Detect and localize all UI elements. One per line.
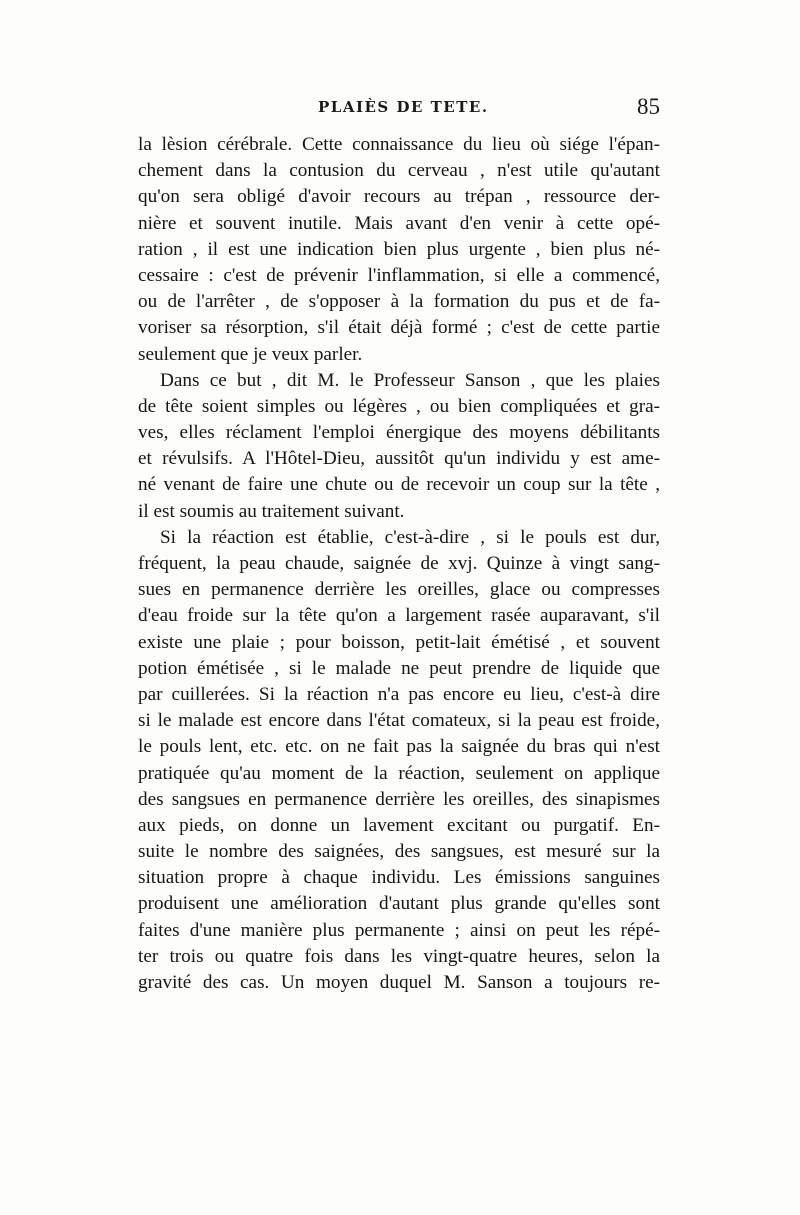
text-line: si le malade est encore dans l'état comateux, si la peau est froide, (138, 710, 660, 732)
text-line: il est soumis au traitement suivant. (138, 500, 405, 522)
text-line: Dans ce but , dit M. le Professeur Sanson , que les plaies (160, 369, 660, 391)
text-line: suite le nombre des saignées, des sangsues, est mesuré sur la (138, 841, 660, 863)
text-line: produisent une amélioration d'autant plus grande qu'elles sont (138, 893, 660, 915)
text-line: ration , il est une indication bien plus urgente , bien plus né- (138, 238, 660, 260)
page-header (138, 94, 660, 124)
text-line: par cuillerées. Si la réaction n'a pas encore eu lieu, c'est-à dire (138, 683, 660, 705)
text-line: ter trois ou quatre fois dans les vingt-quatre heures, selon la (138, 945, 660, 967)
text-line: d'eau froide sur la tête qu'on a largement rasée auparavant, s'il (138, 605, 660, 627)
text-line: et révulsifs. A l'Hôtel-Dieu, aussitôt qu'un individu y est ame- (138, 448, 660, 470)
text-line: existe une plaie ; pour boisson, petit-lait émétisé , et souvent (138, 631, 660, 653)
body-text (138, 132, 660, 996)
text-line: faites d'une manière plus permanente ; ainsi on peut les répé- (138, 919, 660, 941)
text-line: cessaire : c'est de prévenir l'inflammation, si elle a commencé, (138, 264, 660, 286)
text-line: qu'on sera obligé d'avoir recours au trépan , ressource der- (138, 186, 660, 208)
text-line: fréquent, la peau chaude, saignée de xvj. Quinze à vingt sang- (138, 553, 660, 574)
text-line: voriser sa résorption, s'il était déjà formé ; c'est de cette partie (138, 317, 660, 339)
text-line: Si la réaction est établie, c'est-à-dire , si le pouls est dur, (160, 526, 660, 548)
text-line: ou de l'arrêter , de s'opposer à la formation du pus et de fa- (138, 291, 660, 313)
text-line: le pouls lent, etc. etc. on ne fait pas la saignée du bras qui n'est (138, 736, 660, 758)
text-line: aux pieds, on donne un lavement excitant ou purgatif. En- (138, 814, 660, 836)
text-line: potion émétisée , si le malade ne peut prendre de liquide que (138, 657, 660, 679)
text-line: des sangsues en permanence derrière les oreilles, des sinapismes (138, 788, 660, 810)
running-title: PLAIÈS DE TETE. (318, 98, 489, 116)
text-line: la lèsion cérébrale. Cette connaissance du lieu où siége l'épan- (138, 134, 660, 155)
text-line: chement dans la contusion du cerveau , n'est utile qu'autant (138, 160, 660, 182)
page-number: 85 (637, 94, 660, 119)
text-line: nière et souvent inutile. Mais avant d'en venir à cette opé- (138, 212, 660, 234)
text-line: sues en permanence derrière les oreilles, glace ou compresses (138, 579, 660, 601)
text-line: de tête soient simples ou légères , ou bien compliquées et gra- (138, 395, 660, 417)
text-line: pratiquée qu'au moment de la réaction, seulement on applique (138, 762, 660, 784)
text-line: né venant de faire une chute ou de recevoir un coup sur la tête , (138, 474, 660, 496)
text-line: gravité des cas. Un moyen duquel M. Sanson a toujours re- (138, 972, 660, 993)
text-line: situation propre à chaque individu. Les émissions sanguines (138, 867, 660, 889)
text-line: ves, elles réclament l'emploi énergique des moyens débilitants (138, 422, 660, 444)
text-line: seulement que je veux parler. (138, 343, 363, 365)
